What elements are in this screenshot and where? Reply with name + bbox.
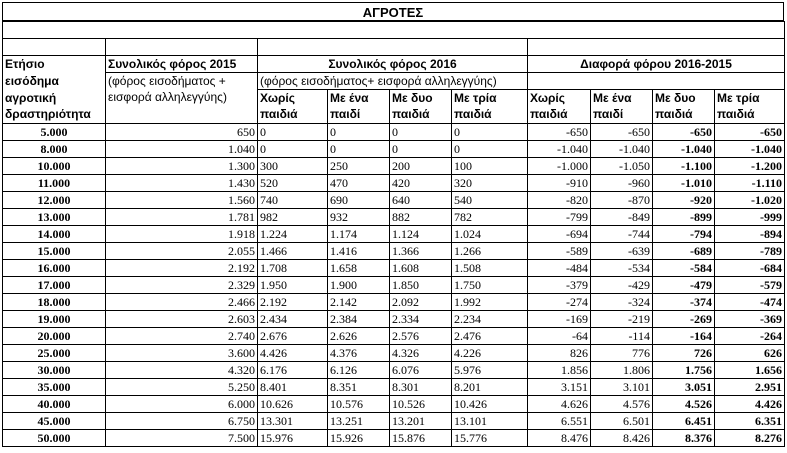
value-cell[interactable]: 5.976 [452,362,528,379]
cell[interactable] [328,22,390,39]
value-cell[interactable]: 8.351 [328,379,390,396]
cell[interactable] [106,39,258,56]
cell[interactable] [390,22,452,39]
value-cell[interactable]: 776 [591,345,653,362]
tax2015-subheader[interactable]: (φόρος εισοδήματος + εισφορά αλληλεγγύης) [106,73,258,124]
value-cell[interactable]: 1.992 [452,294,528,311]
value-cell[interactable]: 1.300 [106,158,258,175]
income-cell[interactable]: 8.000 [3,141,106,158]
value-cell[interactable]: 1.750 [452,277,528,294]
value-cell[interactable]: -799 [528,209,591,226]
value-cell[interactable]: 0 [390,124,452,141]
value-cell[interactable]: -369 [715,311,785,328]
col-header-text: Χωρίς παιδιά [260,91,298,121]
value-cell[interactable]: 1.430 [106,175,258,192]
value-cell[interactable]: 100 [452,158,528,175]
tax2016-header[interactable]: Συνολικός φόρος 2016 [258,56,528,73]
value-cell[interactable]: 6.176 [258,362,328,379]
value-cell[interactable]: -789 [715,243,785,260]
value-cell[interactable]: 420 [390,175,452,192]
value-cell[interactable]: -899 [653,209,715,226]
tax2016-subheader[interactable]: (φόρος εισοδήματος+ εισφορά αλληλεγγύης) [258,73,528,90]
value-cell[interactable]: 1.806 [591,362,653,379]
col-header-text: Με τρία παιδιά [717,91,760,121]
value-cell[interactable]: -169 [528,311,591,328]
income-cell[interactable]: 13.000 [3,209,106,226]
income-cell[interactable]: 40.000 [3,396,106,413]
col-header-three-children[interactable] [452,90,528,124]
table-row [3,277,785,294]
header-row-3 [3,73,785,90]
value-cell[interactable]: 2.576 [390,328,452,345]
value-cell[interactable]: -429 [591,277,653,294]
value-cell[interactable]: 1.756 [653,362,715,379]
income-cell[interactable]: 14.000 [3,226,106,243]
income-cell[interactable]: 5.000 [3,124,106,141]
value-cell[interactable]: 1.950 [258,277,328,294]
value-cell[interactable]: 2.234 [452,311,528,328]
value-cell[interactable]: 4.226 [452,345,528,362]
col-header-text: Με τρία παιδιά [454,91,497,121]
value-cell[interactable]: -1.040 [653,141,715,158]
value-cell[interactable]: 882 [390,209,452,226]
value-cell[interactable]: 1.781 [106,209,258,226]
col-header-text: Με ένα παιδί [330,91,369,121]
value-cell[interactable]: 1.266 [452,243,528,260]
income-header-line-3-4[interactable] [3,90,106,124]
value-cell[interactable]: -684 [715,260,785,277]
value-cell[interactable]: -579 [715,277,785,294]
value-cell[interactable]: 2.466 [106,294,258,311]
cell[interactable] [528,22,591,39]
tax-table [2,21,785,447]
value-cell[interactable]: -1.040 [528,141,591,158]
value-cell[interactable]: 6.750 [106,413,258,430]
value-cell[interactable]: 15.876 [390,430,452,447]
value-cell[interactable]: 0 [452,124,528,141]
value-cell[interactable]: 1.224 [258,226,328,243]
cell[interactable] [452,22,528,39]
value-cell[interactable]: -479 [653,277,715,294]
value-cell[interactable]: 690 [328,192,390,209]
value-cell[interactable]: 1.856 [528,362,591,379]
cell[interactable] [653,22,715,39]
value-cell[interactable]: 0 [258,141,328,158]
col-header-text: Χωρίς παιδιά [530,91,568,121]
value-cell[interactable]: 3.051 [653,379,715,396]
table-row [3,396,785,413]
income-cell[interactable]: 50.000 [3,430,106,447]
income-header-line-3: αγροτική [5,90,57,105]
value-cell[interactable]: 726 [653,345,715,362]
table-row [3,294,785,311]
value-cell[interactable]: 4.576 [591,396,653,413]
income-header-line-4: δραστηριότητα [5,106,91,121]
value-cell[interactable]: 1.040 [106,141,258,158]
value-cell[interactable]: 2.329 [106,277,258,294]
value-cell[interactable]: 0 [328,124,390,141]
value-cell[interactable]: -794 [653,226,715,243]
value-cell[interactable]: -114 [591,328,653,345]
table-row [3,413,785,430]
value-cell[interactable]: -324 [591,294,653,311]
col-header-text: Με δυο παιδιά [392,91,433,121]
value-cell[interactable]: 13.101 [452,413,528,430]
value-cell[interactable]: 200 [390,158,452,175]
income-cell[interactable]: 17.000 [3,277,106,294]
value-cell[interactable]: -650 [591,124,653,141]
income-cell[interactable]: 16.000 [3,260,106,277]
col-header-one-child[interactable] [328,90,390,124]
table-row [3,345,785,362]
value-cell[interactable]: -379 [528,277,591,294]
value-cell[interactable]: -689 [653,243,715,260]
income-cell[interactable]: 45.000 [3,413,106,430]
value-cell[interactable]: 6.451 [653,413,715,430]
diff-col-header-no-children[interactable] [528,90,591,124]
diff-col-header-three-children[interactable] [715,90,785,124]
value-cell[interactable]: 4.320 [106,362,258,379]
value-cell[interactable]: 3.600 [106,345,258,362]
value-cell[interactable]: 1.466 [258,243,328,260]
value-cell[interactable]: 2.334 [390,311,452,328]
value-cell[interactable]: -744 [591,226,653,243]
value-cell[interactable]: 2.740 [106,328,258,345]
value-cell[interactable]: -910 [528,175,591,192]
value-cell[interactable]: 15.976 [258,430,328,447]
value-cell[interactable]: 3.151 [528,379,591,396]
table-row [3,141,785,158]
value-cell[interactable]: -64 [528,328,591,345]
value-cell[interactable]: -164 [653,328,715,345]
sheet-title[interactable]: ΑΓΡΟΤΕΣ [2,2,784,21]
value-cell[interactable]: -920 [653,192,715,209]
cell[interactable] [591,22,653,39]
table-row [3,328,785,345]
value-cell[interactable]: 2.626 [328,328,390,345]
value-cell[interactable]: 640 [390,192,452,209]
value-cell[interactable]: -269 [653,311,715,328]
value-cell[interactable]: 15.926 [328,430,390,447]
value-cell[interactable]: 7.500 [106,430,258,447]
value-cell[interactable]: -999 [715,209,785,226]
table-row [3,430,785,447]
value-cell[interactable]: -1.100 [653,158,715,175]
value-cell[interactable]: 0 [390,141,452,158]
value-cell[interactable]: 320 [452,175,528,192]
col-header-text: Με ένα παιδί [593,91,632,121]
spacer-row [3,22,785,39]
income-cell[interactable]: 35.000 [3,379,106,396]
value-cell[interactable]: -849 [591,209,653,226]
value-cell[interactable]: 4.426 [715,396,785,413]
value-cell[interactable]: 13.201 [390,413,452,430]
value-cell[interactable]: -1.010 [653,175,715,192]
value-cell[interactable]: -274 [528,294,591,311]
value-cell[interactable]: 10.576 [328,396,390,413]
table-row [3,158,785,175]
value-cell[interactable]: -1.200 [715,158,785,175]
cell[interactable] [528,39,785,56]
table-row [3,209,785,226]
income-cell[interactable]: 25.000 [3,345,106,362]
value-cell[interactable]: 1.900 [328,277,390,294]
value-cell[interactable]: 1.124 [390,226,452,243]
value-cell[interactable]: 8.476 [528,430,591,447]
value-cell[interactable]: 1.918 [106,226,258,243]
value-cell[interactable]: 0 [258,124,328,141]
value-cell[interactable]: 5.250 [106,379,258,396]
value-cell[interactable]: 13.251 [328,413,390,430]
value-cell[interactable]: 4.526 [653,396,715,413]
value-cell[interactable]: -650 [528,124,591,141]
value-cell[interactable]: -584 [653,260,715,277]
table-row [3,226,785,243]
value-cell[interactable]: 8.401 [258,379,328,396]
value-cell[interactable]: 2.476 [452,328,528,345]
value-cell[interactable]: -534 [591,260,653,277]
value-cell[interactable]: -820 [528,192,591,209]
diff-col-header-two-children[interactable] [653,90,715,124]
col-header-two-children[interactable] [390,90,452,124]
value-cell[interactable]: 4.626 [528,396,591,413]
value-cell[interactable]: 1.416 [328,243,390,260]
value-cell[interactable]: 300 [258,158,328,175]
value-cell[interactable]: 470 [328,175,390,192]
header-row-2 [3,56,785,73]
value-cell[interactable]: -1.050 [591,158,653,175]
value-cell[interactable]: 2.142 [328,294,390,311]
value-cell[interactable]: 2.055 [106,243,258,260]
value-cell[interactable]: 10.526 [390,396,452,413]
value-cell[interactable]: 6.000 [106,396,258,413]
income-cell[interactable]: 18.000 [3,294,106,311]
value-cell[interactable]: 4.326 [390,345,452,362]
value-cell[interactable]: 4.426 [258,345,328,362]
value-cell[interactable]: 2.192 [106,260,258,277]
income-cell[interactable]: 10.000 [3,158,106,175]
value-cell[interactable]: 8.426 [591,430,653,447]
value-cell[interactable]: -474 [715,294,785,311]
diff-col-header-one-child[interactable] [591,90,653,124]
diff-header[interactable]: Διαφορά φόρου 2016-2015 [528,56,785,73]
income-cell[interactable]: 30.000 [3,362,106,379]
value-cell[interactable]: -960 [591,175,653,192]
income-cell[interactable]: 15.000 [3,243,106,260]
value-cell[interactable]: -1.020 [715,192,785,209]
cell[interactable] [3,22,106,39]
value-cell[interactable]: 932 [328,209,390,226]
value-cell[interactable]: 2.384 [328,311,390,328]
value-cell[interactable]: 8.376 [653,430,715,447]
table-row [3,260,785,277]
value-cell[interactable]: -219 [591,311,653,328]
value-cell[interactable]: 15.776 [452,430,528,447]
value-cell[interactable]: -1.110 [715,175,785,192]
value-cell[interactable]: 8.276 [715,430,785,447]
value-cell[interactable]: -374 [653,294,715,311]
value-cell[interactable]: 0 [452,141,528,158]
cell[interactable] [258,22,328,39]
cell[interactable] [528,73,785,90]
value-cell[interactable]: 1.850 [390,277,452,294]
value-cell[interactable]: 2.092 [390,294,452,311]
table-row [3,379,785,396]
value-cell[interactable]: -589 [528,243,591,260]
value-cell[interactable]: 1.708 [258,260,328,277]
value-cell[interactable]: 4.376 [328,345,390,362]
value-cell[interactable]: 13.301 [258,413,328,430]
value-cell[interactable]: 8.301 [390,379,452,396]
value-cell[interactable]: -650 [715,124,785,141]
data-rows [3,124,785,447]
col-header-no-children[interactable] [258,90,328,124]
value-cell[interactable]: -1.040 [715,141,785,158]
value-cell[interactable]: 650 [106,124,258,141]
value-cell[interactable]: 540 [452,192,528,209]
value-cell[interactable]: 2.434 [258,311,328,328]
value-cell[interactable]: -639 [591,243,653,260]
table-row [3,243,785,260]
value-cell[interactable]: 1.508 [452,260,528,277]
value-cell[interactable]: -694 [528,226,591,243]
cell[interactable] [715,22,785,39]
table-row [3,124,785,141]
income-cell[interactable]: 19.000 [3,311,106,328]
income-cell[interactable]: 11.000 [3,175,106,192]
value-cell[interactable]: -1.040 [591,141,653,158]
income-header-line-1[interactable]: Ετήσιο [3,56,106,73]
value-cell[interactable]: 10.426 [452,396,528,413]
value-cell[interactable]: 782 [452,209,528,226]
value-cell[interactable]: 826 [528,345,591,362]
cell[interactable] [106,22,258,39]
income-header-line-2[interactable]: εισόδημα [3,73,106,90]
cell[interactable] [258,39,528,56]
table-row [3,311,785,328]
col-header-text: Με δυο παιδιά [655,91,696,121]
value-cell[interactable]: -1.000 [528,158,591,175]
value-cell[interactable]: -484 [528,260,591,277]
value-cell[interactable]: 2.951 [715,379,785,396]
value-cell[interactable]: 2.676 [258,328,328,345]
value-cell[interactable]: -870 [591,192,653,209]
value-cell[interactable]: 1.560 [106,192,258,209]
value-cell[interactable]: -894 [715,226,785,243]
header-row-1 [3,39,785,56]
value-cell[interactable]: 1.658 [328,260,390,277]
value-cell[interactable]: 1.656 [715,362,785,379]
tax2015-header[interactable]: Συνολικός φόρος 2015 [106,56,258,73]
value-cell[interactable]: 6.501 [591,413,653,430]
value-cell[interactable]: 520 [258,175,328,192]
value-cell[interactable]: 250 [328,158,390,175]
value-cell[interactable]: 982 [258,209,328,226]
value-cell[interactable]: 1.608 [390,260,452,277]
value-cell[interactable]: 0 [328,141,390,158]
value-cell[interactable]: 6.076 [390,362,452,379]
value-cell[interactable]: 1.174 [328,226,390,243]
value-cell[interactable]: 6.551 [528,413,591,430]
value-cell[interactable]: 6.351 [715,413,785,430]
value-cell[interactable]: -264 [715,328,785,345]
value-cell[interactable]: 740 [258,192,328,209]
cell[interactable] [3,39,106,56]
value-cell[interactable]: 10.626 [258,396,328,413]
table-row [3,175,785,192]
value-cell[interactable]: 626 [715,345,785,362]
value-cell[interactable]: 2.603 [106,311,258,328]
value-cell[interactable]: -650 [653,124,715,141]
value-cell[interactable]: 6.126 [328,362,390,379]
value-cell[interactable]: 2.192 [258,294,328,311]
income-cell[interactable]: 20.000 [3,328,106,345]
table-row [3,362,785,379]
table-row [3,192,785,209]
value-cell[interactable]: 1.366 [390,243,452,260]
value-cell[interactable]: 3.101 [591,379,653,396]
income-cell[interactable]: 12.000 [3,192,106,209]
value-cell[interactable]: 1.024 [452,226,528,243]
value-cell[interactable]: 8.201 [452,379,528,396]
